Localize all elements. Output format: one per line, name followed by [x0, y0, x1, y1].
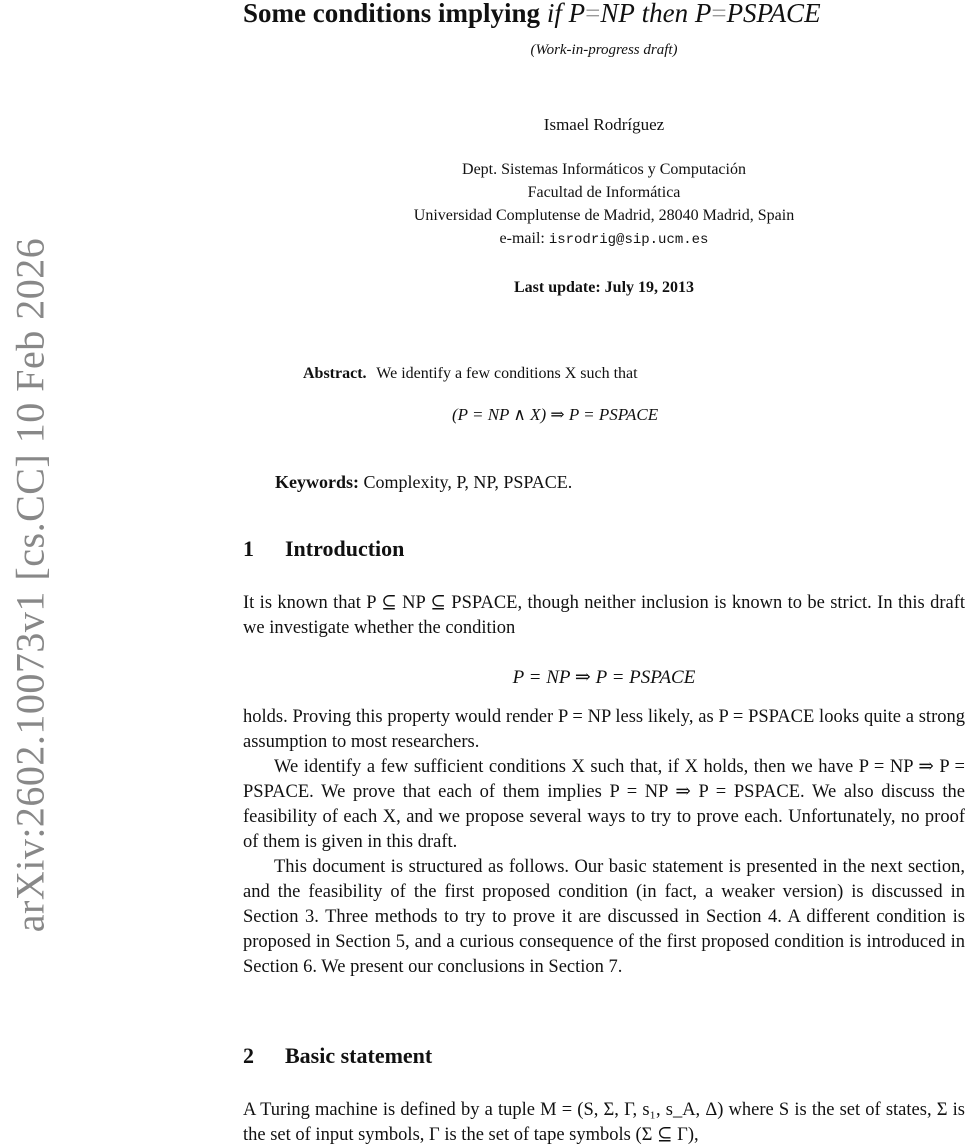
- title-then: then: [641, 0, 689, 28]
- intro-paragraph-4: This document is structured as follows. Our basic statement is presented in the next section, and the feasibility of the first proposed condition (in fact, a weaker version) is discussed in Section 3. Three methods to try to prove it are discussed in Section 4. A different condition is proposed in Section 5, and a curious consequence of the first proposed condition is introduced in Section 6. We present our conclusions in Section 7.: [243, 857, 965, 977]
- keywords-label: Keywords:: [275, 472, 359, 492]
- affiliation: [243, 158, 965, 252]
- title-p2: P: [694, 0, 712, 28]
- section-number: 2: [243, 1043, 254, 1068]
- section-number: 1: [243, 536, 254, 561]
- intro-display-formula: P = NP ⇒ P = PSPACE: [512, 667, 696, 688]
- title-np: NP: [600, 0, 635, 28]
- affiliation-dept: Dept. Sistemas Informáticos y Computación: [462, 161, 746, 178]
- intro-paragraph-2: holds. Proving this property would render P = NP less likely, as P = PSPACE looks quite a strong assumption to most researchers.: [243, 707, 965, 752]
- email-label: e-mail:: [499, 230, 549, 247]
- affiliation-faculty: Facultad de Informática: [527, 184, 681, 201]
- intro-paragraph-3: We identify a few sufficient conditions X such that, if X holds, then we have P = NP ⇒ P = PSPACE. We prove that each of them implies P = NP ⇒ P = PSPACE. We also discuss the feasibility of each X, and we propose several ways to try to prove each. Unfortunately, no proof of them is given in this draft.: [243, 757, 965, 852]
- section-title: Introduction: [285, 536, 405, 561]
- intro-paragraph-1: It is known that P ⊆ NP ⊆ PSPACE, though neither inclusion is known to be strict. In this draft we investigate whether the condition: [243, 593, 965, 638]
- author-name: Ismael Rodríguez: [543, 115, 665, 134]
- email-address[interactable]: isrodrig@sip.ucm.es: [548, 232, 709, 248]
- title-equals-2: =: [711, 0, 727, 28]
- arxiv-identifier-stamp: [0, 220, 60, 950]
- subtitle: (Work-in-progress draft): [530, 42, 678, 58]
- paper-title: [243, 0, 965, 30]
- abstract-formula: (P = NP ∧ X) ⇒ P = PSPACE: [452, 405, 659, 424]
- basic-statement-paragraph-1: A Turing machine is defined by a tuple M = (S, Σ, Γ, s₁, s_A, Δ) where S is the set of states, Σ is the set of input symbols, Γ is the set of tape symbols (Σ ⊆ Γ),: [243, 1100, 965, 1145]
- title-pspace: PSPACE: [726, 0, 821, 28]
- arxiv-stamp-text: arXiv:2602.10073v1 [cs.CC] 10 Feb 2026: [7, 237, 53, 933]
- section-heading-introduction: [243, 536, 404, 562]
- last-update: Last update: July 19, 2013: [513, 279, 695, 296]
- title-equals: =: [585, 0, 601, 28]
- keywords: [275, 472, 572, 493]
- affiliation-university: Universidad Complutense de Madrid, 28040 Madrid, Spain: [413, 207, 795, 224]
- abstract-text: We identify a few conditions X such that: [376, 365, 638, 382]
- affiliation-email-line: [243, 227, 965, 252]
- title-if: if: [546, 0, 562, 28]
- abstract-label: Abstract.: [303, 365, 367, 382]
- title-main: Some conditions implying: [243, 0, 541, 28]
- section-title: Basic statement: [285, 1043, 433, 1068]
- abstract: [303, 365, 638, 383]
- keywords-text: Complexity, P, NP, PSPACE.: [363, 472, 573, 492]
- title-p: P: [568, 0, 586, 28]
- section-heading-basic-statement: [243, 1043, 432, 1069]
